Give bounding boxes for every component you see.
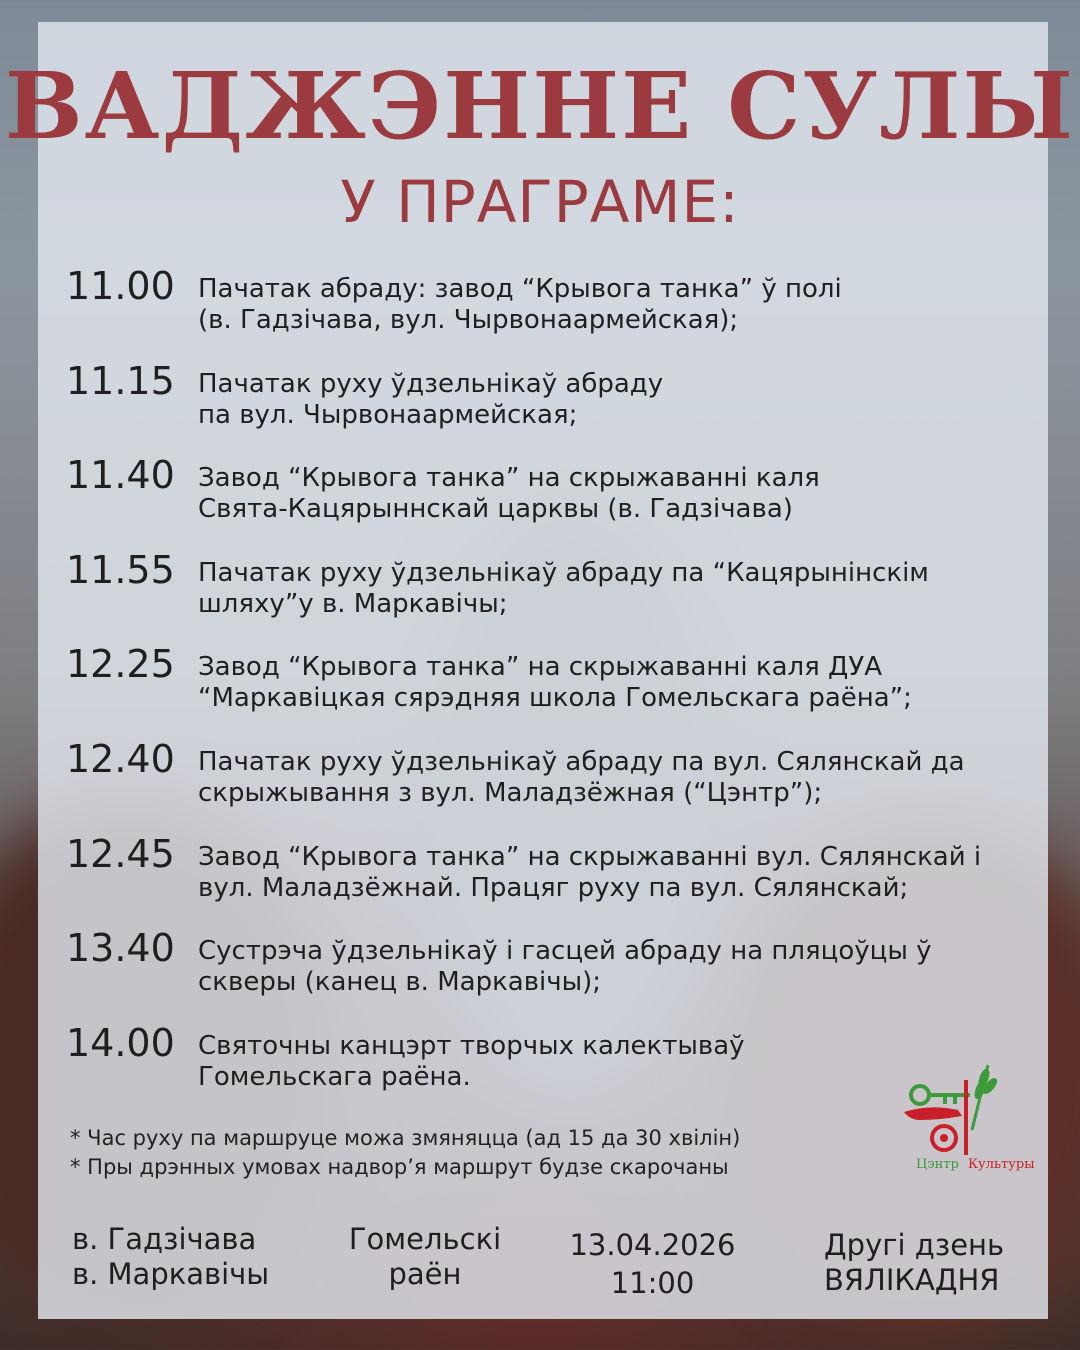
schedule-text: Завод “Крывога танка” на скрыжаванні каля ДУА “Маркавіцкая сярэдняя школа Гомельскага раёна”;: [198, 652, 912, 714]
schedule-time: 12.40: [66, 736, 175, 781]
event-date: 13.04.2026: [569, 1228, 736, 1262]
schedule-row: [66, 451, 1026, 546]
schedule-row: [66, 546, 1026, 641]
program-subtitle: У ПРАГРАМЕ:: [340, 168, 740, 236]
district-name: Гомельскі: [348, 1222, 502, 1256]
footnotes: [70, 1124, 740, 1182]
footnote: * Час руху па маршруце можа змяняцца (ад 15 да 30 хвілін): [70, 1126, 741, 1150]
schedule-row: [66, 357, 1026, 452]
footer-holiday: [824, 1228, 1004, 1298]
holiday-day: Другі дзень: [824, 1228, 1005, 1262]
schedule-row: [66, 262, 1026, 357]
logo-text-center: Цэнтр: [916, 1157, 959, 1172]
schedule-row: [66, 830, 1026, 925]
key-icon: [911, 1086, 970, 1104]
holiday-name: ВЯЛІКАДНЯ: [824, 1263, 1000, 1297]
page-title: ВАДЖЭННЕ СУЛЫ: [4, 52, 1076, 160]
schedule-text: Пачатак руху ўдзельнікаў абраду па вул. Сялянскай да скрыжывання з вул. Маладзёжная (“Цэнтр”);: [198, 746, 965, 808]
schedule-time: 12.25: [66, 642, 175, 687]
schedule-time: 11.40: [66, 453, 175, 498]
footnote: * Пры дрэнных умовах надвор’я маршрут будзе скарочаны: [70, 1155, 729, 1179]
culture-center-logo: [900, 1060, 1040, 1185]
schedule-row: [66, 924, 1026, 1019]
place-name: в. Гадзічава: [72, 1222, 257, 1256]
schedule-time: 11.15: [66, 358, 175, 403]
schedule-time: 11.00: [66, 264, 175, 308]
footer-datetime: [560, 1226, 745, 1302]
schedule-list: [66, 262, 1026, 1113]
place-name: в. Маркавічы: [72, 1257, 270, 1291]
event-time: 11:00: [610, 1266, 695, 1300]
schedule-text: Завод “Крывога танка” на скрыжаванні вул. Сялянскай і вул. Маладзёжнай. Працяг руху па вул. Сялянскай;: [198, 841, 982, 903]
schedule-text: Пачатак абраду: завод “Крывога танка” ў полі (в. Гадзічава, вул. Чырвонаармейская);: [198, 274, 842, 335]
schedule-text: Пачатак руху ўдзельнікаў абраду па “Кацярынінскім шляху”у в. Маркавічы;: [198, 557, 929, 619]
schedule-time: 11.55: [66, 547, 175, 592]
footer-district: [340, 1222, 510, 1292]
ornament-wheel-icon: [932, 1126, 956, 1150]
schedule-text: Пачатак руху ўдзельнікаў абраду па вул. Чырвонаармейская;: [198, 368, 664, 430]
schedule-time: 12.45: [66, 831, 175, 876]
schedule-time: 13.40: [66, 926, 175, 971]
wheat-icon: [972, 1065, 997, 1130]
schedule-row: [66, 735, 1026, 830]
logo-text-culture: Культуры: [968, 1157, 1035, 1172]
schedule-text: Сустрэча ўдзельнікаў і гасцей абраду на пляцоўцы ў скверы (канец в. Маркавічы);: [198, 936, 932, 998]
schedule-row: [66, 640, 1026, 735]
schedule-row: [66, 1019, 1026, 1114]
district-name: раён: [388, 1257, 462, 1291]
schedule-time: 14.00: [66, 1020, 175, 1065]
schedule-text: Святочны канцэрт творчых калектываў Гомельскага раёна.: [198, 1030, 745, 1092]
footer-places: [72, 1222, 269, 1292]
schedule-text: Завод “Крывога танка” на скрыжаванні каля Свята-Кацярыннскай царквы (в. Гадзічава): [198, 463, 820, 525]
